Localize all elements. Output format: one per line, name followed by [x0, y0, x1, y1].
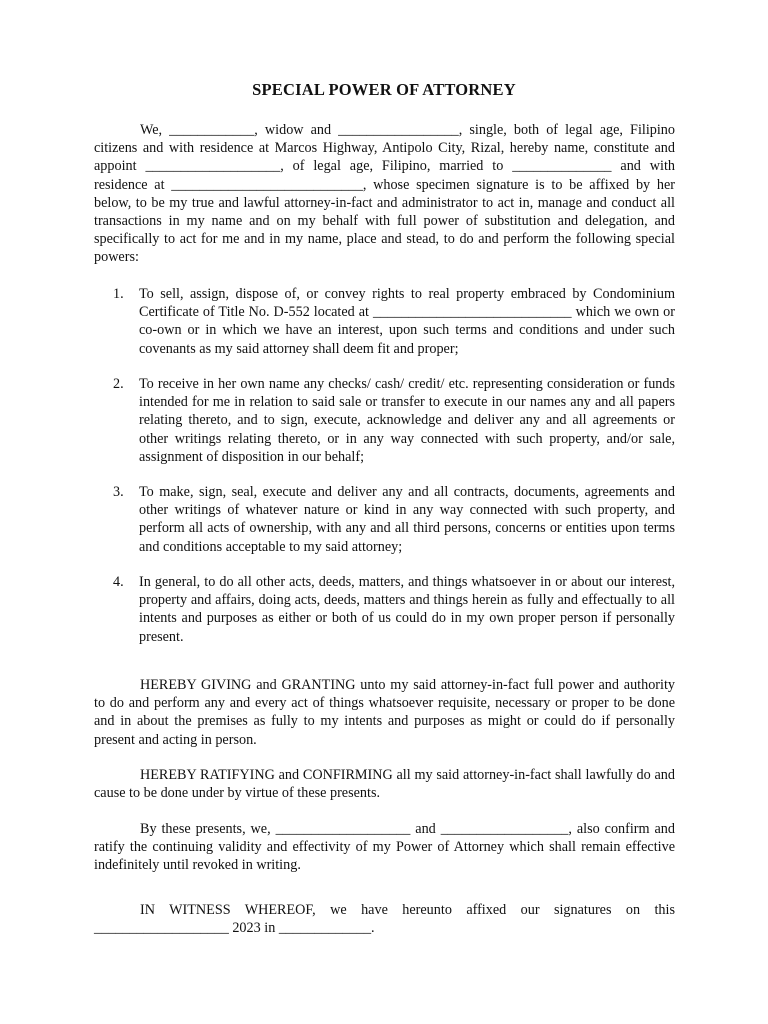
power-number-4: 4. [113, 574, 124, 590]
power-number-3: 3. [113, 484, 124, 500]
power-text-2: To receive in her own name any checks/ cash/ credit/ etc. representing consideration or funds intended for me in relation to said sale or transfer to execute in our names any and all papers relating thereto, and to sign, execute, acknowledge and deliver any and all agreements or other writings relating thereto, or in any way connected with such property, and/or sale, assignment of disposition in our behalf; [139, 376, 675, 465]
opening-paragraph: We, ____________, widow and _________________, single, both of legal age, Filipino citizens and with residence at Marcos Highway, Antipolo City, Rizal, hereby name, constitute and appoint ___________________, of legal age, Filipino, married to ______________ and with residence at ___________________________, whose specimen signature is to be affixed by her below, to be my true and lawful attorney-in-fact and administrator to act in, manage and conduct all transactions in my name and on my behalf with full power of substitution and delegation, and specifically to act for me and in my name, place and stead, to do and perform the following special powers: [94, 122, 675, 266]
document-title: SPECIAL POWER OF ATTORNEY [252, 80, 516, 99]
power-text-3: To make, sign, seal, execute and deliver any and all contracts, documents, agreements and other writings of whatever nature or kind in any way connected with such property, and perform all acts of ownership, with any and all third persons, concerns or entities upon terms and conditions acceptable to my said attorney; [139, 484, 675, 555]
power-item-4 [94, 573, 675, 646]
power-text-4: In general, to do all other acts, deeds, matters, and things whatsoever in or about our interest, property and affairs, doing acts, deeds, matters and things herein as fully and effectually to all intents and purposes as either or both of us could do in my own proper person if personally present. [139, 574, 675, 645]
power-item-2 [94, 375, 675, 466]
ratifying-paragraph: HEREBY RATIFYING and CONFIRMING all my said attorney-in-fact shall lawfully do and cause to be done under by virtue of these presents. [94, 767, 675, 802]
power-number-2: 2. [113, 376, 124, 392]
granting-paragraph: HEREBY GIVING and GRANTING unto my said attorney-in-fact full power and authority to do and perform any and every act of things whatsoever requisite, necessary or proper to be done and in about the premises as fully to my intents and purposes as might or could do if personally present and acting in person. [94, 677, 675, 748]
confirming-paragraph: By these presents, we, ___________________ and __________________, also confirm and ratify the continuing validity and effectivity of my Power of Attorney which shall remain effective indefinitely until revoked in writing. [94, 821, 675, 874]
power-text-1: To sell, assign, dispose of, or convey rights to real property embraced by Condominium Certificate of Title No. D-552 located at ____________________________ which we own or co-own or in which we have an interest, upon such terms and conditions and under such covenants as my said attorney shall deem fit and proper; [139, 286, 675, 357]
power-item-3 [94, 483, 675, 556]
power-number-1: 1. [113, 286, 124, 302]
power-item-1 [94, 285, 675, 358]
witness-paragraph: IN WITNESS WHEREOF, we have hereunto affixed our signatures on this ___________________ 2023 in _____________. [94, 902, 675, 937]
